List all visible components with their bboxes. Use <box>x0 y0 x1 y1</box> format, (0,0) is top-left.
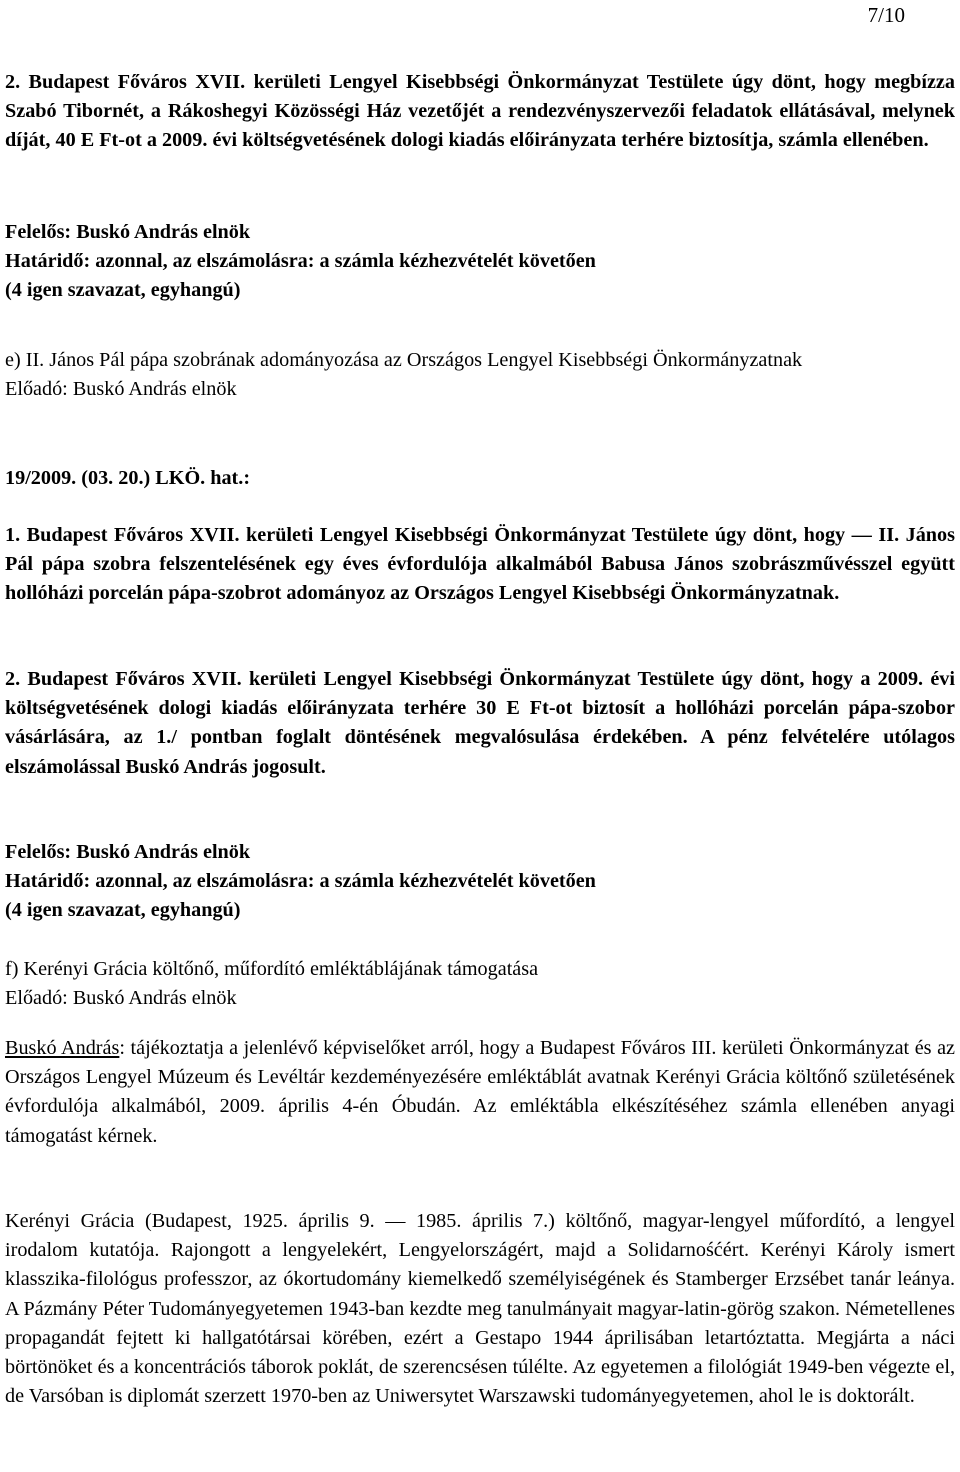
vote-line: (4 igen szavazat, egyhangú) <box>5 279 241 302</box>
agenda-item-f <box>5 955 955 1013</box>
vote-line: (4 igen szavazat, egyhangú) <box>5 899 241 922</box>
speech-paragraph <box>5 1034 955 1151</box>
speaker-name: Buskó András <box>5 1037 120 1059</box>
page-number: 7/10 <box>867 3 905 27</box>
decision-2-second: 2. Budapest Főváros XVII. kerületi Lengyel Kisebbségi Önkormányzat Testülete úgy dönt, hogy a 2009. évi költségvetésének dologi kiadás előirányzata terhére 30 E Ft-ot biztosít a hollóházi porcelán pápa-szobor vásárlására, az 1./ pontban foglalt döntésének megvalósulása érdekében. A pénz felvételére utólagos elszámolással Buskó András jogosult. <box>5 668 955 778</box>
deadline-line: Határidő: azonnal, az elszámolásra: a számla kézhezvételét követően <box>5 870 596 893</box>
decision-1: 1. Budapest Főváros XVII. kerületi Lengyel Kisebbségi Önkormányzat Testülete úgy dönt, hogy — II. János Pál pápa szobra felszentelésének egy éves évfordulója alkalmából Babusa János szobrászművésszel együtt hollóházi porcelán pápa-szobrot adományoz az Országos Lengyel Kisebbségi Önkormányzatnak. <box>5 524 955 605</box>
responsibility-block-2 <box>5 838 955 926</box>
speech-text: : tájékoztatja a jelenlévő képviselőket arról, hogy a Budapest Főváros III. kerületi Önkormányzat és az Országos Lengyel Múzeum és Levéltár kezdeményezésére emléktáblát avatnak Kerényi Grácia költőnő születésének évfordulója alkalmából, 2009. április 4-én Óbudán. Az emléktábla elkészítéséhez számla ellenében anyagi támogatást kérnek. <box>5 1037 956 1147</box>
page-header <box>5 0 955 30</box>
resolution-reference: 19/2009. (03. 20.) LKÖ. hat.: <box>5 467 251 489</box>
decision-2-first: 2. Budapest Főváros XVII. kerületi Lengyel Kisebbségi Önkormányzat Testülete úgy dönt, hogy megbízza Szabó Tibornét, a Rákoshegyi Közösségi Ház vezetőjét a rendezvényszervezői feladatok ellátásával, melynek díját, 40 E Ft-ot a 2009. évi költségvetésének dologi kiadás előirányzata terhére biztosítja, számla ellenében. <box>5 71 955 152</box>
agenda-item-f-title: f) Kerényi Grácia költőnő, műfordító emléktáblájának támogatása <box>5 958 539 980</box>
responsible-line: Felelős: Buskó András elnök <box>5 221 251 243</box>
agenda-item-e-presenter: Előadó: Buskó András elnök <box>5 378 237 401</box>
agenda-item-e <box>5 346 955 404</box>
deadline-line: Határidő: azonnal, az elszámolásra: a számla kézhezvételét követően <box>5 250 596 273</box>
biography-paragraph: Kerényi Grácia (Budapest, 1925. április 9. — 1985. április 7.) költőnő, magyar-lengyel műfordító, a lengyel irodalom kutatója. Rajongott a lengyelekért, Lengyelországért, majd a Solidarnośćért. Kerényi Károly ismert klasszika-filológus professzor, az ókortudomány kiemelkedő személyiségének és Stamberger Erzsébet tanár leánya. A Pázmány Péter Tudományegyetemen 1943-ban kezdte meg tanulmányait magyar-latin-görög szakon. Németellenes propagandát fejtett ki hallgatótársai körében, ezért a Gestapo 1944 áprilisában letartóztatta. Megjárta a náci börtönöket és a koncentrációs táborok poklát, de szerencsésen túlélte. Az egyetemen a filológiát 1949-ben végezte el, de Varsóban is diplomát szerzett 1970-ben az Uniwersytet Warszawski tudományegyetemen, ahol le is doktorált. <box>5 1210 955 1408</box>
agenda-item-f-presenter: Előadó: Buskó András elnök <box>5 987 237 1010</box>
responsible-line: Felelős: Buskó András elnök <box>5 841 251 863</box>
agenda-item-e-title: e) II. János Pál pápa szobrának adományozása az Országos Lengyel Kisebbségi Önkormányzatnak <box>5 349 803 371</box>
responsibility-block-1 <box>5 218 955 306</box>
